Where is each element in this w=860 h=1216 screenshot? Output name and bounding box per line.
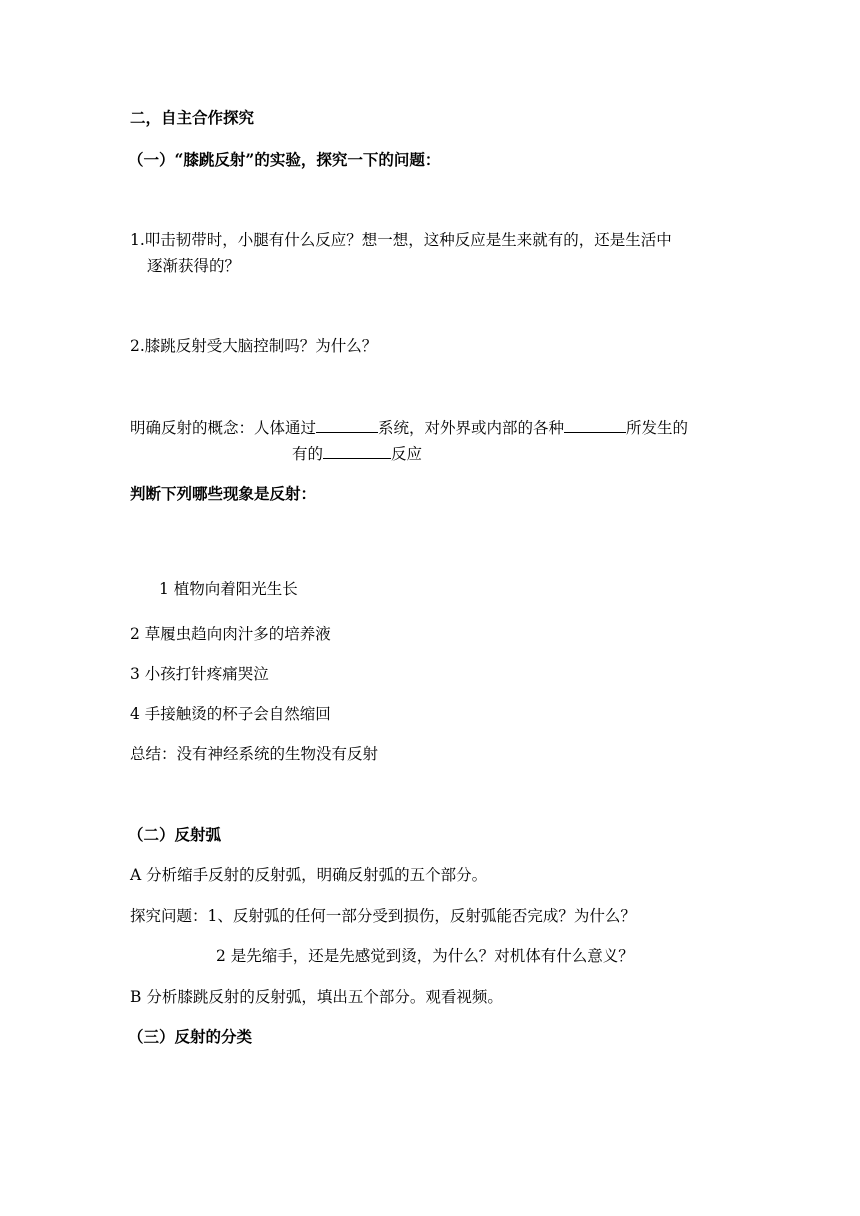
concept-line1 (130, 416, 688, 438)
judge-heading: 判断下列哪些现象是反射： (130, 484, 317, 503)
part3-heading: （三）反射的分类 (128, 1027, 253, 1046)
part1-heading: （一）“膝跳反射”的实验，探究一下的问题： (128, 150, 441, 169)
blank-rule[interactable] (323, 442, 391, 459)
judge-item-4: 4 手接触烫的杯子会自然缩回 (130, 705, 331, 723)
judge-item-2: 2 草履虫趋向肉汁多的培养液 (130, 625, 331, 643)
section-title: 二，自主合作探究 (130, 108, 255, 127)
part2-heading: （二）反射弧 (128, 825, 222, 844)
judge-item-3: 3 小孩打针疼痛哭泣 (130, 665, 269, 683)
blank-system[interactable] (316, 416, 378, 433)
part2-explore-2: 2 是先缩手，还是先感觉到烫，为什么？对机体有什么意义？ (216, 947, 634, 965)
part2-b: B 分析膝跳反射的反射弧，填出五个部分。观看视频。 (130, 988, 503, 1006)
concept-text-2: 系统，对外界或内部的各种 (378, 419, 565, 437)
question-1-line1: 1.叩击韧带时，小腿有什么反应？想一想，这种反应是生来就有的，还是生活中 (130, 231, 672, 249)
concept-text-5: 反应 (391, 445, 423, 463)
question-2: 2.膝跳反射受大脑控制吗？为什么？ (130, 337, 378, 355)
blank-stimulus[interactable] (564, 416, 626, 433)
concept-text-4: 有的 (292, 445, 324, 463)
concept-text-1: 明确反射的概念：人体通过 (130, 419, 317, 437)
summary: 总结：没有神经系统的生物没有反射 (130, 745, 379, 763)
question-1-line2: 逐渐获得的？ (147, 257, 241, 275)
part2-explore: 探究问题：1、反射弧的任何一部分受到损伤，反射弧能否完成？为什么？ (130, 907, 636, 925)
concept-line2 (292, 442, 422, 464)
part2-a: A 分析缩手反射的反射弧，明确反射弧的五个部分。 (130, 866, 488, 884)
concept-text-3: 所发生的 (626, 419, 689, 437)
judge-item-1: 1 植物向着阳光生长 (159, 580, 298, 598)
